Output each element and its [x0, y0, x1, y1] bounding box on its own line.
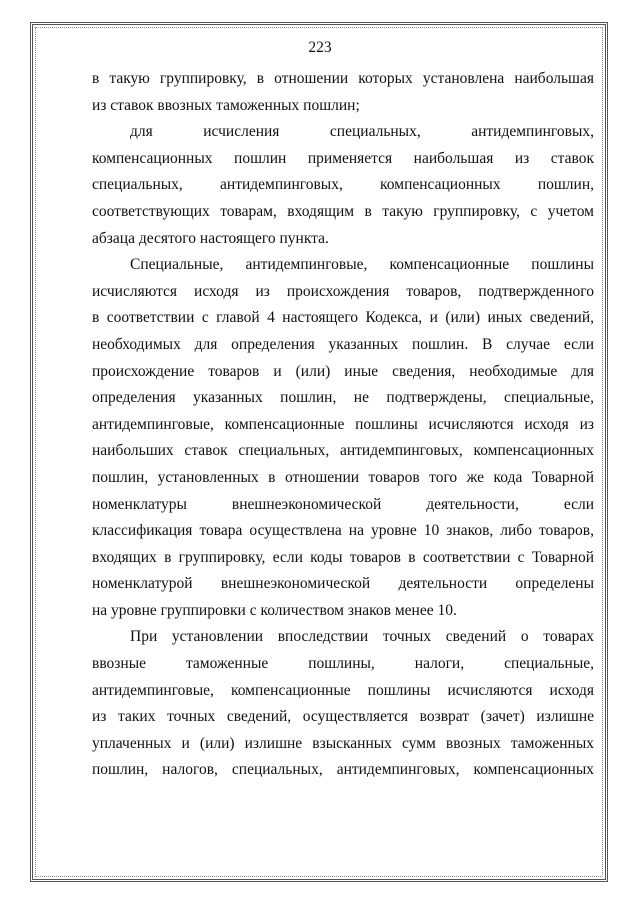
paragraph — [92, 66, 594, 119]
paragraph — [92, 252, 594, 624]
text-line: наибольших ставок специальных, антидемпинговых, компенсационных — [92, 442, 594, 460]
text-line: для исчисления специальных, антидемпинговых, — [130, 123, 594, 141]
text-line: исчисляются исходя из происхождения товаров, подтвержденного — [92, 282, 594, 300]
text-line: ввозные таможенные пошлины, налоги, специальные, — [92, 655, 594, 673]
text-line: номенклатурой внешнеэкономической деятельности определены — [92, 575, 594, 593]
text-line: на уровне группировки с количеством знаков менее 10. — [92, 601, 457, 619]
text-line: пошлин, налогов, специальных, антидемпинговых, компенсационных — [92, 761, 594, 779]
text-line: классификация товара осуществлена на уровне 10 знаков, либо товаров, — [92, 522, 594, 540]
text-line: происхождение товаров и (или) иные сведения, необходимые для — [92, 362, 594, 380]
text-line: пошлин, установленных в отношении товаров того же кода Товарной — [92, 468, 594, 486]
text-line: абзаца десятого настоящего пункта. — [92, 229, 329, 247]
text-line: определения указанных пошлин, не подтверждены, специальные, — [92, 389, 594, 407]
text-line: компенсационных пошлин применяется наибольшая из ставок — [92, 149, 594, 167]
text-line: специальных, антидемпинговых, компенсационных пошлин, — [92, 176, 594, 194]
text-line: уплаченных и (или) излишне взысканных сумм ввозных таможенных — [92, 734, 594, 752]
text-line: из ставок ввозных таможенных пошлин; — [92, 96, 360, 114]
paragraph — [92, 119, 594, 252]
text-line: Специальные, антидемпинговые, компенсационные пошлины — [130, 256, 594, 274]
document-body — [92, 66, 594, 784]
text-line: При установлении впоследствии точных сведений о товарах — [130, 628, 594, 646]
text-line: в соответствии с главой 4 настоящего Кодекса, и (или) иных сведений, — [92, 309, 594, 327]
text-line: антидемпинговые, компенсационные пошлины исчисляются исходя — [92, 681, 594, 699]
text-line: из таких точных сведений, осуществляется возврат (зачет) излишне — [92, 708, 594, 726]
page-number: 223 — [308, 39, 332, 56]
text-line: номенклатуры внешнеэкономической деятельности, если — [92, 495, 594, 513]
paragraph — [92, 624, 594, 784]
text-line: антидемпинговые, компенсационные пошлины исчисляются исходя из — [92, 415, 594, 433]
text-line: необходимых для определения указанных пошлин. В случае если — [92, 335, 594, 353]
text-line: в такую группировку, в отношении которых установлена наибольшая — [92, 70, 594, 87]
text-line: соответствующих товарам, входящим в такую группировку, с учетом — [92, 202, 594, 220]
text-line: входящих в группировку, если коды товаров в соответствии с Товарной — [92, 548, 594, 566]
